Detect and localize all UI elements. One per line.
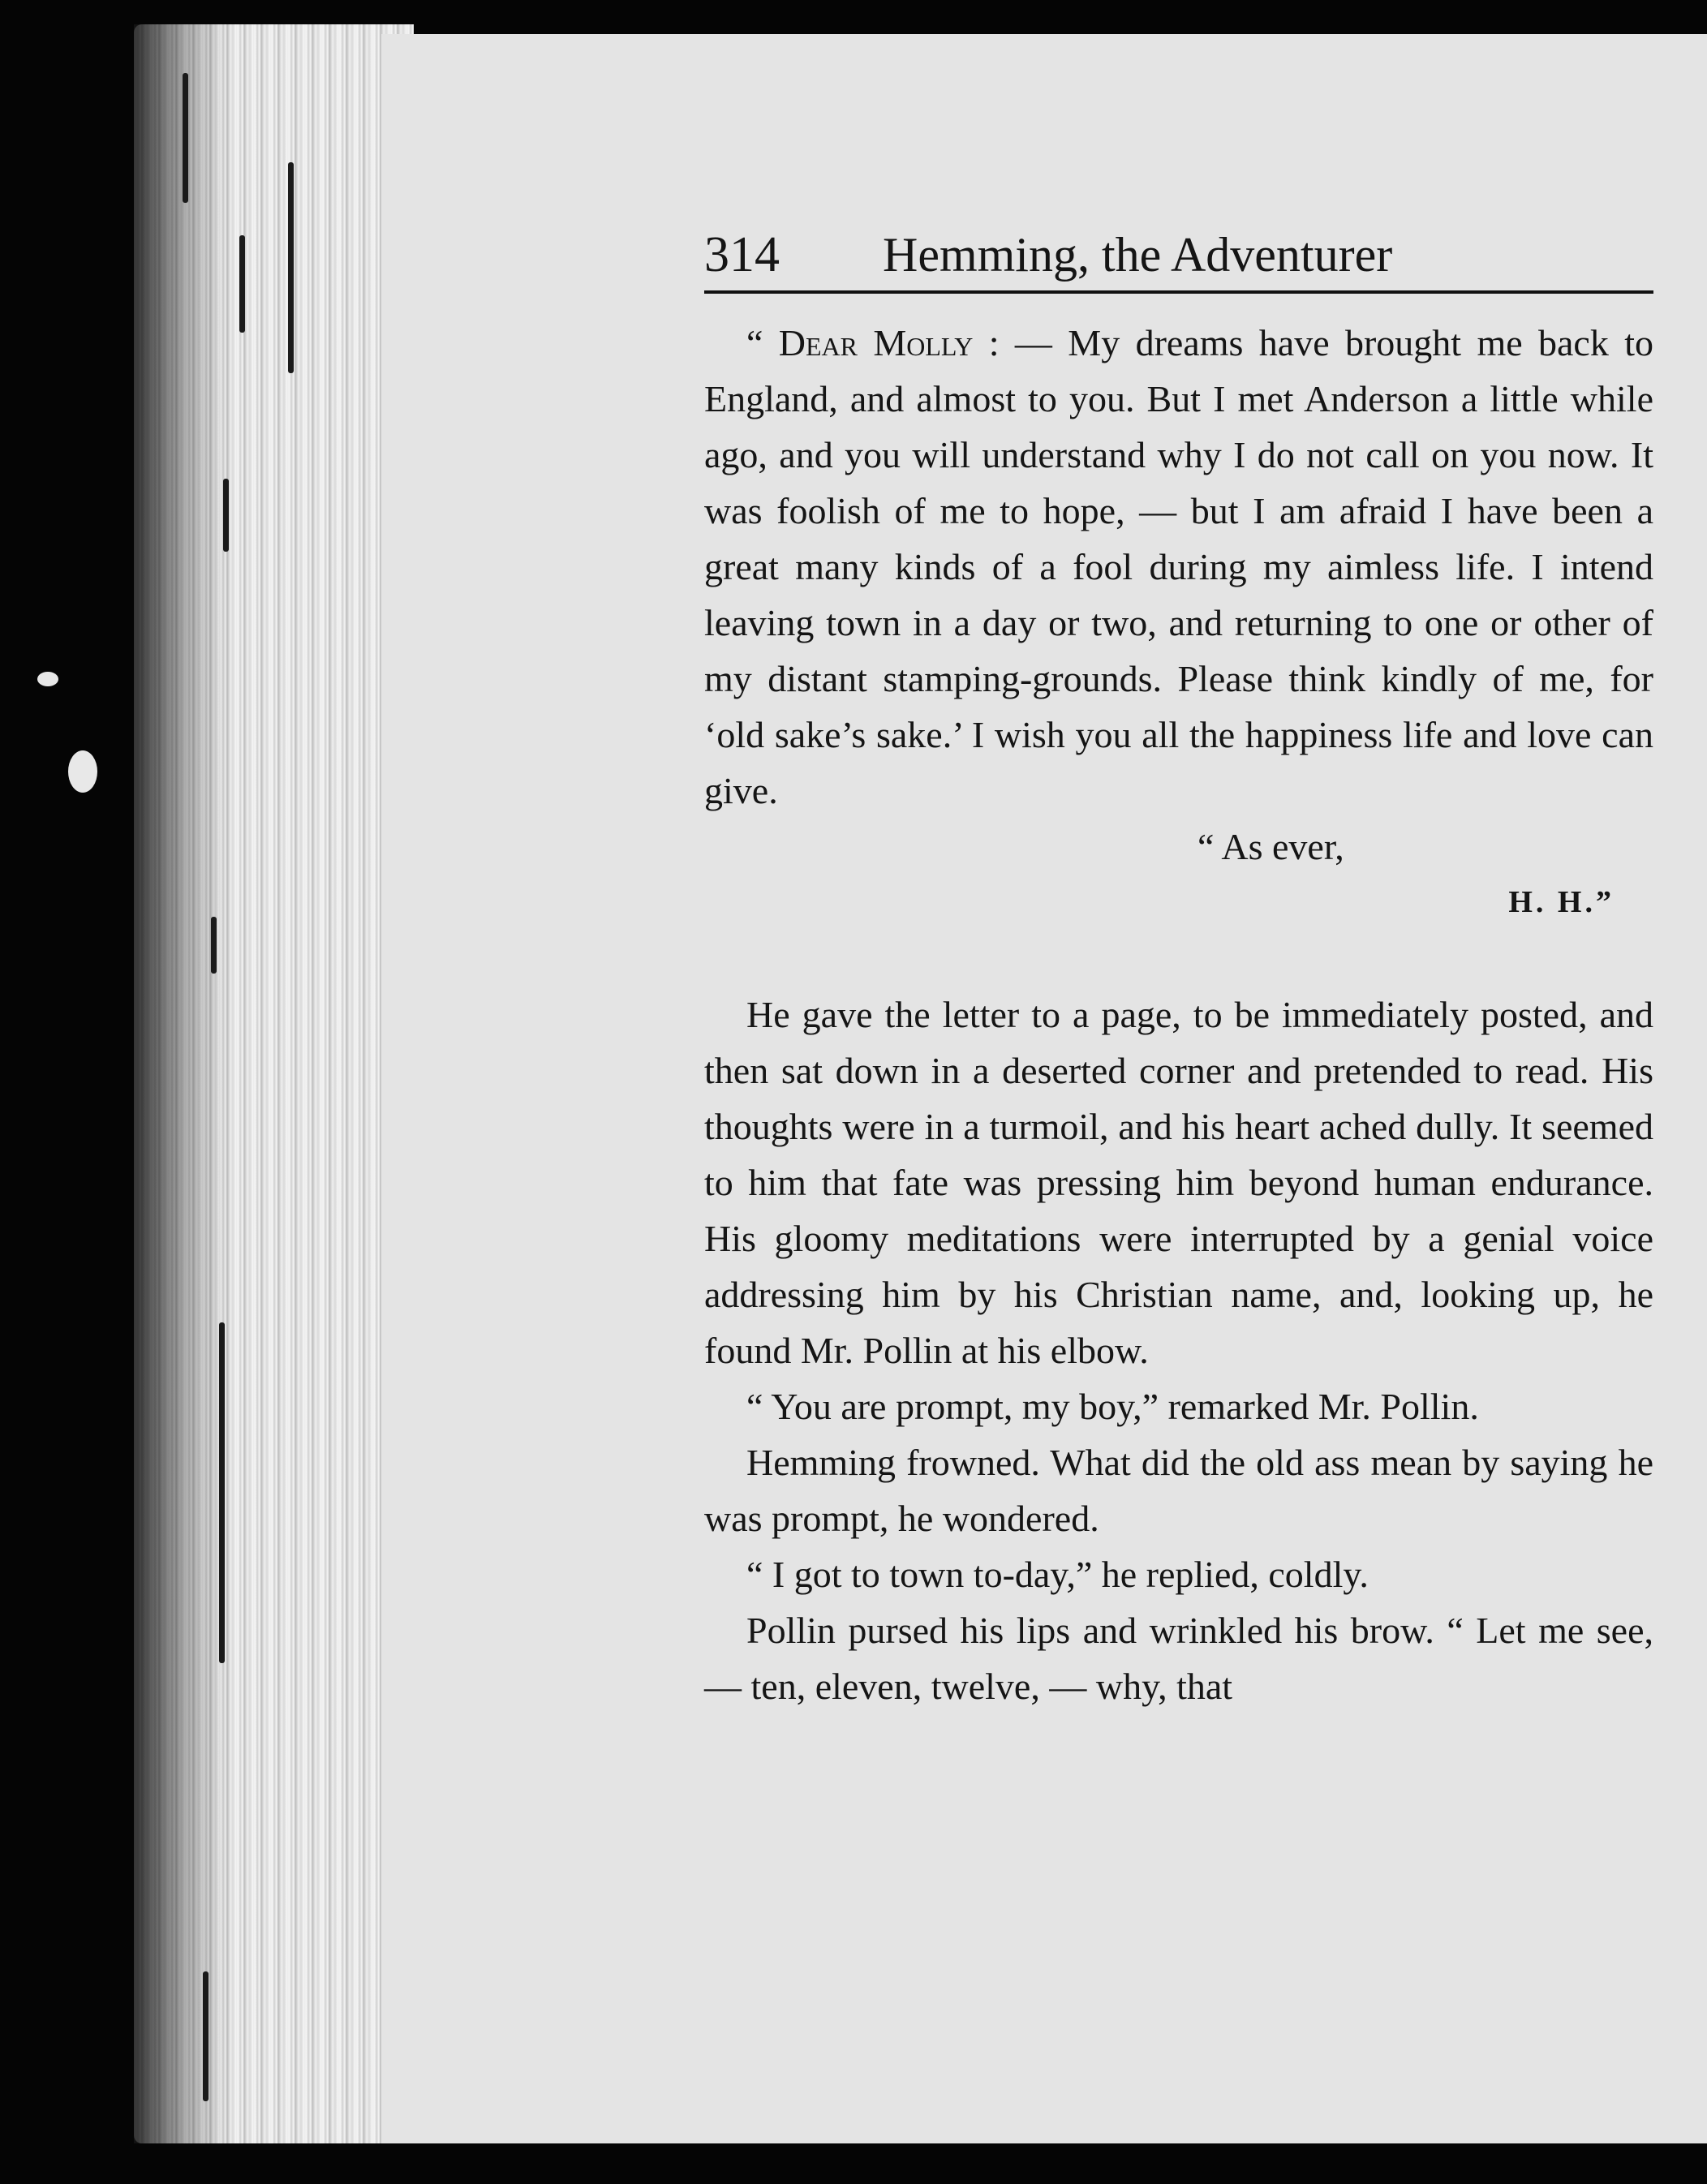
book-page-edges [134, 24, 414, 2143]
book-title: Hemming, the Adventurer [883, 228, 1393, 282]
edge-stain [223, 479, 229, 552]
paragraph: He gave the letter to a page, to be immediately posted, and then sat down in a deserted corner and pretended to read. His thoughts were in a turmoil, and his heart ached dully. It seemed to him that fate was pressing him beyond human endurance. His gloomy meditations were interrupted by a genial voice addressing him by his Christian name, and, looking up, he found Mr. Pollin at his elbow. [704, 994, 1653, 1371]
letter-body: My dreams have brought me back to England, and almost to you. But I met Anderson a little while ago, and you will understand why I do not call on you now. It was foolish of me to hope, — but I am afraid I have been a great many kinds of a fool during my aimless life. I intend leaving town in a day or two, and returning to one or other of my distant stamping-grounds. Please think kindly of me, for ‘old sake’s sake.’ I wish you all the happiness life and love can give. [704, 322, 1654, 811]
narrative [704, 987, 1653, 1714]
paragraph: Hemming frowned. What did the old ass mean by saying he was prompt, he wondered. [704, 1442, 1653, 1539]
running-head [704, 216, 1653, 294]
edge-stain [211, 917, 217, 974]
dust-speck [68, 750, 97, 793]
paragraph: “ You are prompt, my boy,” remarked Mr. Pollin. [746, 1386, 1479, 1427]
page-content [704, 216, 1653, 1714]
dust-speck [37, 672, 58, 686]
paragraph: Pollin pursed his lips and wrinkled his brow. “ Let me see, — ten, eleven, twelve, — why, that [704, 1610, 1653, 1707]
letter-closing: “ As ever, [1197, 826, 1344, 867]
letter [704, 315, 1653, 819]
edge-stain [239, 235, 245, 333]
letter-salutation: “ Dear Molly : — [746, 322, 1052, 363]
edge-stain [219, 1322, 225, 1663]
page-number: 314 [704, 227, 780, 282]
letter-signature: H. H.” [1508, 885, 1615, 919]
letter-body-paragraph [704, 315, 1653, 819]
edge-stain [203, 1971, 209, 2101]
page-edge-shadow [134, 24, 231, 2143]
edge-stain [288, 162, 294, 373]
paragraph: “ I got to town to-day,” he replied, coldly. [746, 1554, 1369, 1595]
edge-stain [183, 73, 188, 203]
